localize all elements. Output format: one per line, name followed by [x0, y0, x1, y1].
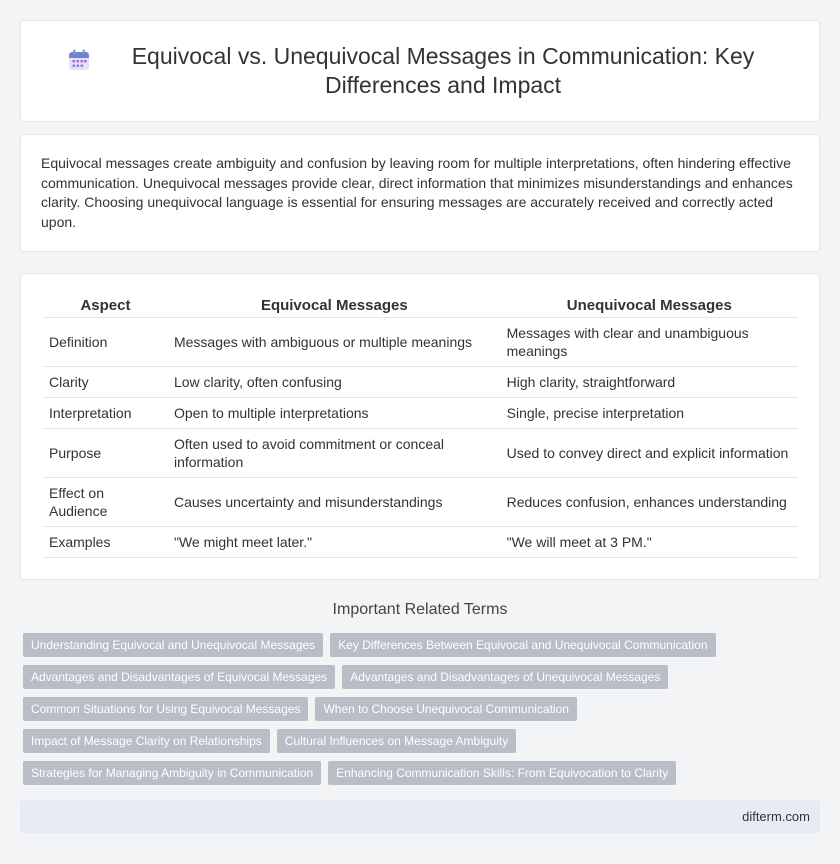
tag-row [23, 633, 823, 657]
table-cell: Purpose [43, 429, 168, 478]
table-cell: Low clarity, often confusing [168, 367, 501, 398]
table-cell: Single, precise interpretation [501, 398, 798, 429]
table-row [43, 318, 798, 367]
table-cell: Causes uncertainty and misunderstandings [168, 478, 501, 527]
comparison-table [43, 292, 798, 558]
comparison-card [20, 273, 820, 580]
table-cell: Messages with ambiguous or multiple meanings [168, 318, 501, 367]
table-row [43, 367, 798, 398]
table-cell: High clarity, straightforward [501, 367, 798, 398]
column-header-unequivocal: Unequivocal Messages [501, 292, 798, 318]
related-term-link[interactable]: When to Choose Unequivocal Communication [315, 697, 576, 721]
related-terms-title: Important Related Terms [332, 601, 508, 618]
table-cell: Often used to avoid commitment or conceal information [168, 429, 501, 478]
related-term-link[interactable]: Understanding Equivocal and Unequivocal Messages [23, 633, 323, 657]
related-term-link[interactable]: Advantages and Disadvantages of Unequivocal Messages [342, 665, 668, 689]
calendar-icon [67, 48, 91, 72]
table-row [43, 527, 798, 558]
tag-row [23, 697, 823, 721]
table-cell: "We might meet later." [168, 527, 501, 558]
page-title: Equivocal vs. Unequivocal Messages in Communication: Key Differences and Impact [131, 43, 755, 98]
related-term-link[interactable]: Advantages and Disadvantages of Equivocal Messages [23, 665, 335, 689]
footer-site-link[interactable]: difterm.com [742, 809, 810, 824]
table-cell: Effect on Audience [43, 478, 168, 527]
table-cell: Definition [43, 318, 168, 367]
table-cell: Reduces confusion, enhances understanding [501, 478, 798, 527]
intro-card [20, 134, 820, 252]
footer [20, 800, 820, 833]
table-row [43, 478, 798, 527]
related-term-link[interactable]: Enhancing Communication Skills: From Equivocation to Clarity [328, 761, 676, 785]
related-terms-list [23, 633, 823, 793]
related-term-link[interactable]: Key Differences Between Equivocal and Unequivocal Communication [330, 633, 715, 657]
tag-row [23, 729, 823, 753]
table-cell: Messages with clear and unambiguous meanings [501, 318, 798, 367]
tag-row [23, 665, 823, 689]
column-header-aspect: Aspect [43, 292, 168, 318]
table-cell: Open to multiple interpretations [168, 398, 501, 429]
table-cell: Interpretation [43, 398, 168, 429]
related-term-link[interactable]: Common Situations for Using Equivocal Messages [23, 697, 308, 721]
tag-row [23, 761, 823, 785]
related-term-link[interactable]: Impact of Message Clarity on Relationships [23, 729, 270, 753]
column-header-equivocal: Equivocal Messages [168, 292, 501, 318]
related-term-link[interactable]: Cultural Influences on Message Ambiguity [277, 729, 516, 753]
table-cell: Clarity [43, 367, 168, 398]
table-header-row [43, 292, 798, 318]
intro-text: Equivocal messages create ambiguity and confusion by leaving room for multiple interpretations, often hindering effective communication. Unequivocal messages provide clear, direct information that minimizes misunderstandings and enhances clarity. Choosing unequivocal language is essential for ensuring messages are accurately received and correctly acted upon. [41, 155, 793, 230]
related-term-link[interactable]: Strategies for Managing Ambiguity in Communication [23, 761, 321, 785]
table-cell: Used to convey direct and explicit information [501, 429, 798, 478]
table-cell: Examples [43, 527, 168, 558]
header-card [20, 20, 820, 122]
table-cell: "We will meet at 3 PM." [501, 527, 798, 558]
table-row [43, 429, 798, 478]
table-row [43, 398, 798, 429]
